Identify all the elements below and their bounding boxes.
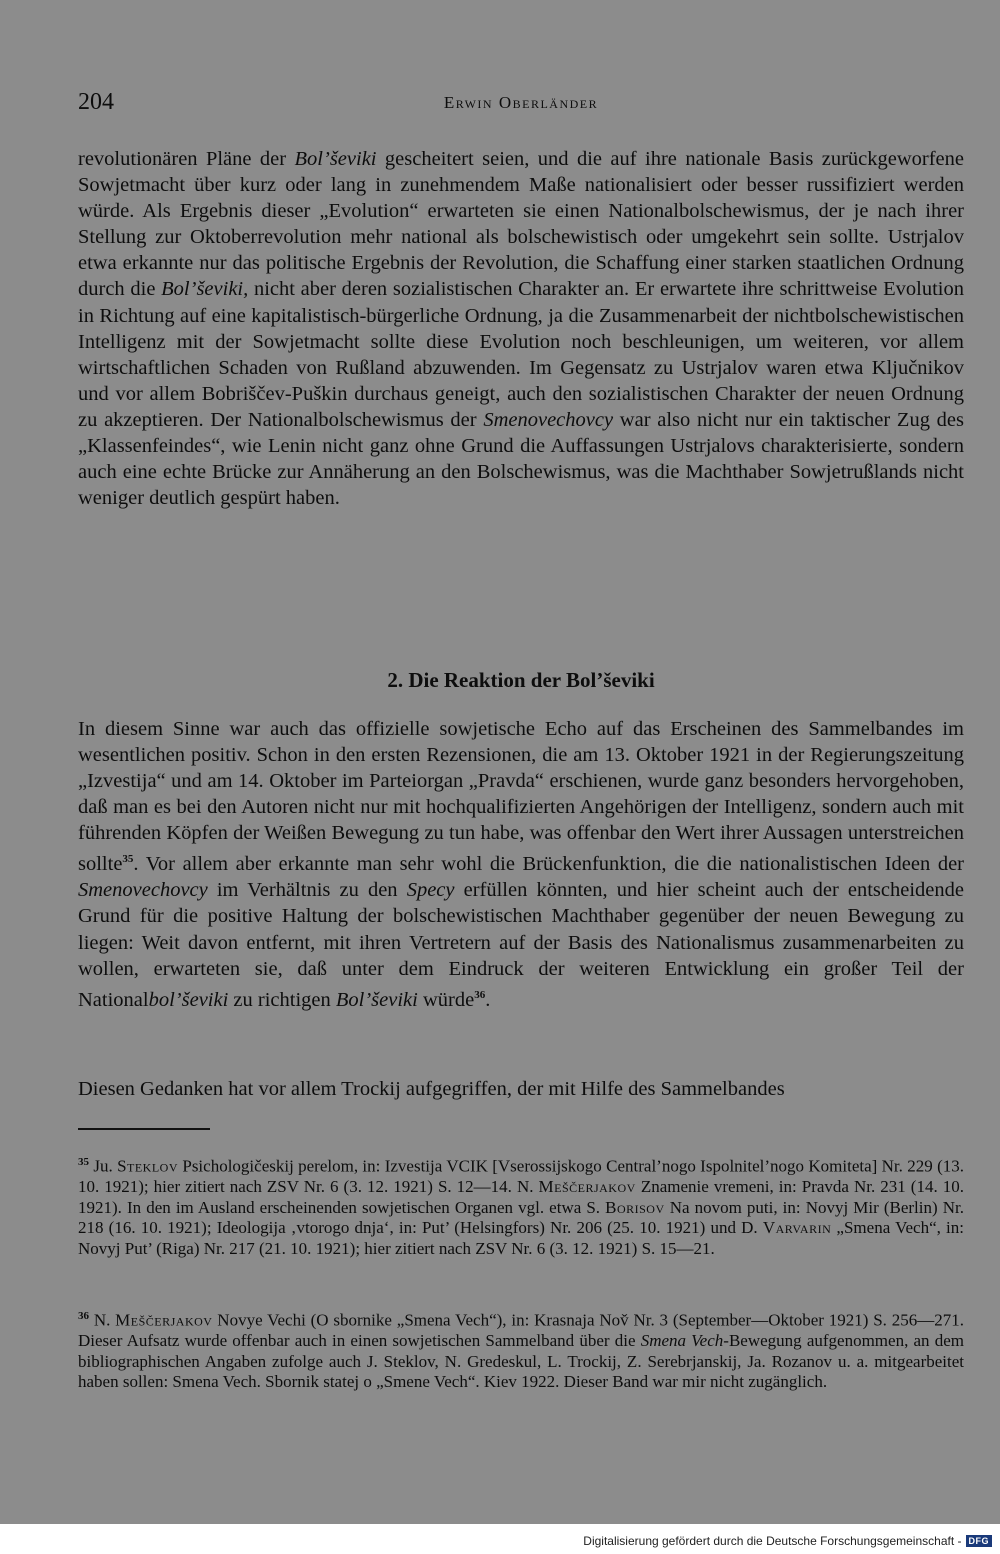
text-run: zu richtigen [228, 988, 336, 1011]
footnote-marker: 35 [122, 853, 134, 866]
digitization-credit [583, 1534, 992, 1548]
running-head: Erwin Oberländer [443, 93, 599, 112]
italic-text: Smena Vech [640, 1331, 724, 1351]
text-run: Diesen Gedanken hat vor allem Trockij aufgegriffen, der mit Hilfe des Sammelbandes [78, 1078, 785, 1100]
text-run: gescheitert seien, und die auf ihre nationale Basis zurückgeworfene Sowjetmacht über kurz oder lang in zunehmendem Maße nationalisiert oder besser russifiziert werden würde. Als Ergebnis dieser „Evolution“ erwarteten sie einen Nationalbolschewismus, der je nach ihrer Stellung zur Oktoberrevolution mehr national als bolschewistisch oder umgekehrt sein sollte. Ustrjalov etwa erkannte nur das politische Ergebnis der Revolution, die Schaffung einer starken staatlichen Ordnung durch die [78, 148, 964, 301]
credit-bar [0, 1524, 1000, 1554]
text-run: Psichologičeskij perelom, in: Izvestija VCIK [Vserossijskogo Central’nogo Ispolnitel’nogo Komiteta] Nr. 229 (13. 10. 1921); hier zitiert nach ZSV Nr. 6 (3. 12. 1921) S. 12—14. N. [78, 1156, 964, 1197]
section-heading: 2. Die Reaktion der Bol’ševiki [387, 668, 655, 692]
text-run: im Verhältnis zu den [207, 879, 407, 902]
italic-text: Bol’ševiki [335, 988, 418, 1011]
footnote-marker: 35 [78, 1156, 89, 1168]
italic-text: Bol’ševiki [294, 148, 377, 170]
footnote-marker: 36 [78, 1310, 89, 1322]
dfg-logo-icon: DFG [966, 1535, 993, 1547]
author-name: Varvarin [762, 1218, 832, 1238]
author-name: Meščerjakov [115, 1310, 213, 1330]
footnote-rule [78, 1128, 210, 1130]
author-name: Borisov [605, 1197, 665, 1217]
italic-text: Specy [406, 879, 455, 902]
author-name: Meščerjakov [538, 1177, 636, 1197]
page-header [78, 86, 964, 118]
text-run: revolutionären Pläne der [78, 148, 295, 170]
author-name: Steklov [117, 1156, 179, 1176]
text-run: . [485, 988, 491, 1011]
page-number: 204 [78, 89, 114, 115]
body-paragraph [78, 1076, 964, 1108]
italic-text: bol’ševiki [148, 988, 229, 1011]
footnote-marker: 36 [474, 988, 486, 1001]
body-paragraph [78, 146, 964, 618]
text-run: Novye Vechi (O sbornike „Smena Vech“), in: Krasnaja Nov̌ Nr. 3 (September—Oktober 1921) S. 256—271. Dieser Aufsatz wurde offenbar auch in einen sowjetischen Sammelband über die [78, 1310, 964, 1351]
text-run: N. [89, 1310, 116, 1330]
italic-text: Smenovechovcy [78, 879, 208, 902]
text-run: -Bewegung aufgenommen, an dem bibliographischen Angaben zufolge auch J. Steklov, N. Gredeskul, L. Trockij, Z. Serebrjanskij, Ja. Rozanov u. a. mitgearbeitet haben sollen: Smena Vech. Sbornik statej o „Smene Vech“. Kiev 1922. Dieser Band war mir nicht zugänglich. [78, 1331, 964, 1392]
body-paragraph [78, 716, 964, 1089]
text-run: nicht aber deren sozialistischen Charakter an. Er erwartete ihre schrittweise Evolution in Richtung auf eine kapitalistisch-bürgerliche Ordnung, ja die Zusammenarbeit der nichtbolschewistischen Intelligenz mit der Sowjetmacht sollte diese Evolution noch beschleunigen, um weiteren, vor allem wirtschaftlichen Schaden von Rußland abzuwenden. Im Gegensatz zu Ustrjalov waren etwa Ključnikov und vor allem Bobriščev-Puškin durchaus geneigt, auch den sozialistischen Charakter der neuen Ordnung zu akzeptieren. Der Nationalbolschewismus der [78, 278, 964, 431]
text-run: Na novom puti, in: Novyj Mir (Berlin) Nr. 218 (16. 10. 1921); Ideologija ‚vtorogo dnja‘, in: Put’ (Helsingfors) Nr. 206 (25. 10. 1921) und D. [78, 1197, 964, 1238]
footnote [78, 1306, 964, 1393]
italic-text: Smenovechovcy [483, 408, 614, 431]
text-run: Ju. [89, 1156, 118, 1176]
text-run: „Smena Vech“, in: Novyj Put’ (Riga) Nr. 217 (21. 10. 1921); hier zitiert nach ZSV Nr. 6 (3. 12. 1921) S. 15—21. [78, 1218, 965, 1258]
footnote [78, 1152, 964, 1259]
italic-text: Bol’ševiki, [161, 278, 249, 301]
credit-text: Digitalisierung gefördert durch die Deutsche Forschungsgemeinschaft - [583, 1534, 962, 1548]
text-run: erfüllen könnten, und hier scheint auch der entscheidende Grund für die positive Haltung der bolschewistischen Machthaber gegenüber der neuen Bewegung zu liegen: Weit davon entfernt, mit ihren Vertretern auf der Basis des Nationalismus zusammenarbeiten zu wollen, erwarteten sie, daß unter dem Eindruck der weiteren Entwicklung ein großer Teil der National [78, 879, 965, 1011]
text-run: In diesem Sinne war auch das offizielle sowjetische Echo auf das Erscheinen des Sammelbandes im wesentlichen positiv. Schon in den ersten Rezensionen, die am 13. Oktober 1921 in der Regierungszeitung „Izvestija“ und am 14. Oktober im Parteiorgan „Pravda“ erschienen, wurde ganz besonders hervorgehoben, daß man es bei den Autoren nicht nur mit hochqualifizierten Angehörigen der Intelligenz, sondern auch mit führenden Köpfen der Weißen Bewegung zu tun habe, was offenbar den Wert ihrer Aussagen unterstreichen sollte [78, 718, 964, 876]
text-run: Znamenie vremeni, in: Pravda Nr. 231 (14. 10. 1921). In den im Ausland erscheinenden sowjetischen Organen vgl. etwa S. [78, 1177, 964, 1217]
text-run: würde [417, 988, 475, 1011]
text-run: war also nicht nur ein taktischer Zug des „Klassenfeindes“, wie Lenin nicht ganz ohne Grund die Auffassungen Ustrjalovs charakterisierte, sondern auch eine echte Brücke zur Annäherung an den Bolschewismus, was die Machthaber Sowjetrußlands nicht weniger deutlich gespürt haben. [78, 408, 965, 510]
text-run: . Vor allem aber erkannte man sehr wohl die Brückenfunktion, die die nationalistischen Ideen der [133, 853, 964, 876]
